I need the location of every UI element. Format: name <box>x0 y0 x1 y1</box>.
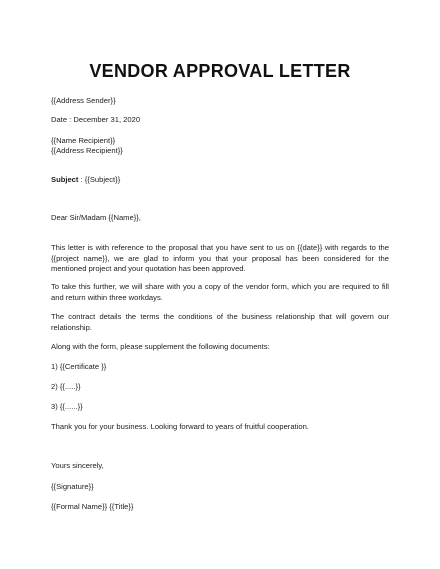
salutation: Dear Sir/Madam {{Name}}, <box>51 213 141 222</box>
subject-line <box>51 175 389 186</box>
thanks-line: Thank you for your business. Looking forward to years of fruitful cooperation. <box>51 422 309 431</box>
formal-name: {{Formal Name}} {{Title}} <box>51 502 134 511</box>
paragraph-reference: This letter is with reference to the proposal that you have sent to us on {{date}} with regards to the {{project name}}, we are glad to inform you that your proposal has been considered for the mentioned project and your quotation has been approved. <box>51 243 389 273</box>
closing: Yours sincerely, <box>51 461 104 470</box>
address-recipient: {{Address Recipient}} <box>51 146 123 155</box>
document-item: 1) {{Certificate }} <box>51 362 107 371</box>
signature: {{Signature}} <box>51 482 94 491</box>
paragraph-contract: The contract details the terms the conditions of the business relationship that will govern our relationship. <box>51 312 389 332</box>
letter-title: VENDOR APPROVAL LETTER <box>89 61 351 81</box>
name-recipient: {{Name Recipient}} <box>51 136 116 145</box>
letter-date: Date : December 31, 2020 <box>51 115 141 124</box>
subject-value: : {{Subject}} <box>78 175 121 184</box>
document-item: 3) {{......}} <box>51 402 83 411</box>
paragraph-documents-intro: Along with the form, please supplement the following documents: <box>51 342 270 351</box>
document-item: 2) {{.....}} <box>51 382 81 391</box>
address-sender: {{Address Sender}} <box>51 96 116 105</box>
subject-label: Subject <box>51 175 79 184</box>
paragraph-vendor-form: To take this further, we will share with you a copy of the vendor form, which you are required to fill and return within three workdays. <box>51 282 389 302</box>
